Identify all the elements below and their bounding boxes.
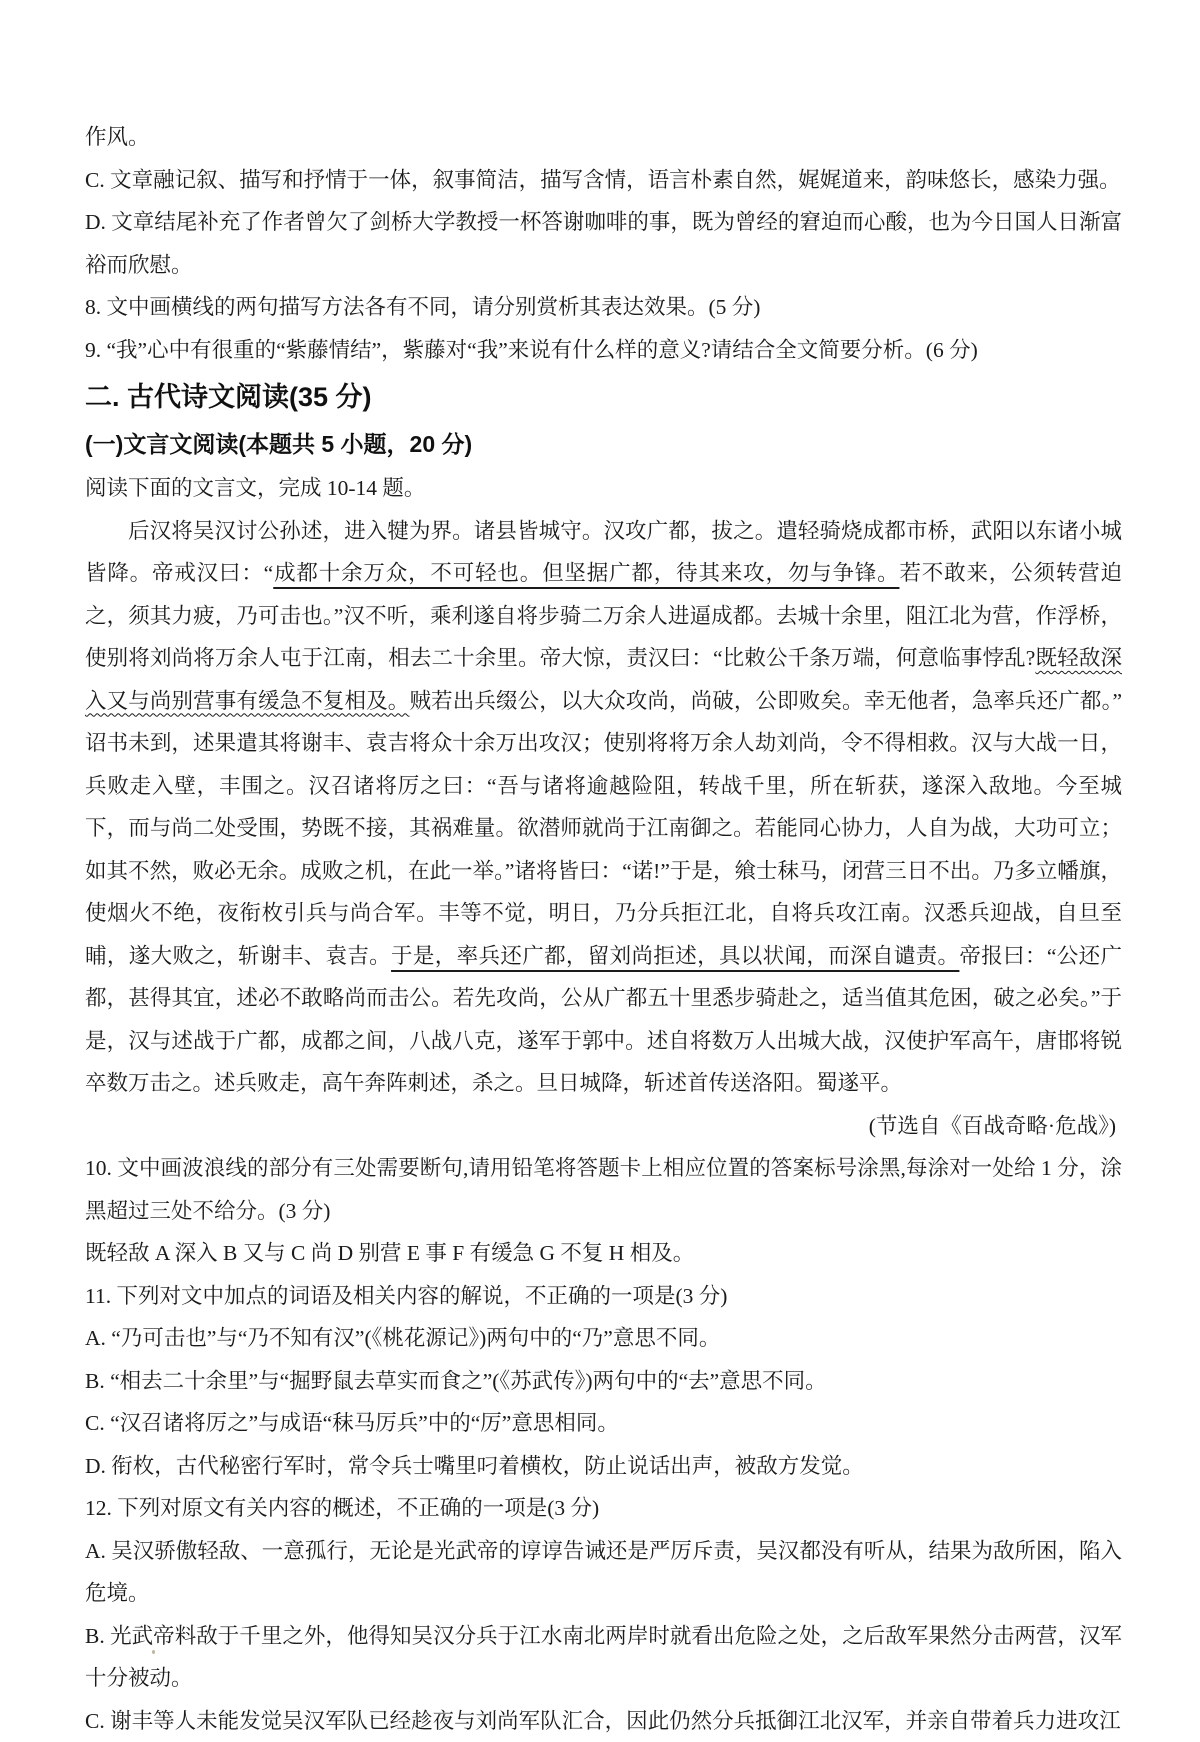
q11-option-c: C. “汉召诸将厉之”与成语“秣马厉兵”中的“厉”意思相同。 <box>85 1402 1122 1445</box>
section-heading: 二. 古代诗文阅读(35 分) <box>85 374 1122 421</box>
passage-intro: 阅读下面的文言文，完成 10-14 题。 <box>85 467 1122 510</box>
question-10-breaking-line: 既轻敌 A 深入 B 又与 C 尚 D 别营 E 事 F 有缓急 G 不复 H 相及。 <box>85 1232 1122 1275</box>
passage-segment: 二十余里。帝大惊，责汉曰：“比敕公千条万端，何意临事悖乱? <box>431 646 1035 670</box>
question-9: 9. “我”心中有很重的“紫藤情结”，紫藤对“我”来说有什么样的意义?请结合全文简要分析。(6 分) <box>85 329 1122 372</box>
passage-segment-wavy: 既轻敌深入又与尚别营事有缓急不复相及。 <box>85 646 1122 713</box>
question-11-stem: 11. 下列对文中加点的词语及相关内容的解说，不正确的一项是(3 分) <box>85 1275 1122 1318</box>
passage-attribution: (节选自《百战奇略·危战》) <box>85 1105 1122 1148</box>
carryover-line: 作风。 <box>85 116 1122 159</box>
option-c-line: C. 文章融记叙、描写和抒情于一体，叙事简洁，描写含情，语言朴素自然，娓娓道来，韵味悠长，感染力强。 <box>85 159 1122 202</box>
q11-option-a: A. “乃可击也”与“乃不知有汉”(《桃花源记》)两句中的“乃”意思不同。 <box>85 1317 1122 1360</box>
page-content <box>85 116 1122 1742</box>
passage-segment: 帝报曰：“公还广都，甚得其宜，述必不敢略尚而击公。若先攻尚，公从广都五十里悉步骑赴之，适当值其危困，破之必矣。”于是，汉与述战于广都，成都之间，八战八克，遂军于郭中。述自将数万人出城大战，汉使护军高午，唐邯将锐卒数万击之。述兵败走，高午奔阵刺述，杀之。旦日城降，斩述首传送洛阳。蜀遂平。 <box>85 944 1122 1096</box>
emphasis-dot-char: 枚 • <box>262 901 284 925</box>
passage-segment: 引兵与尚合军。丰等不觉，明日，乃分兵拒江北，自将兵攻江南。汉悉兵迎战，自旦至晡，遂大败之，斩谢丰、袁吉。 <box>85 901 1122 968</box>
passage-segment: 后汉将吴汉讨公孙述，进入犍为界。诸县皆城守。汉攻广都，拔之。遣轻骑烧成都市桥，武阳以东诸小城皆降。帝戒汉曰：“ <box>85 519 1122 586</box>
q12-option-c: C. 谢丰等人未能发觉吴汉军队已经趁夜与刘尚军队汇合，因此仍然分兵抵御江北汉军，并亲自带着兵力进攻江 <box>85 1700 1122 1742</box>
q11-option-d: D. 衔枚，古代秘密行军时，常令兵士嘴里叼着横枚，防止说话出声，被敌方发觉。 <box>85 1445 1122 1488</box>
question-12-stem: 12. 下列对原文有关内容的概述，不正确的一项是(3 分) <box>85 1487 1122 1530</box>
option-d-line: D. 文章结尾补充了作者曾欠了剑桥大学教授一杯答谢咖啡的事，既为曾经的窘迫而心酸，也为今日国人日渐富裕而欣慰。 <box>85 201 1122 286</box>
passage-text <box>85 510 1122 1105</box>
emphasis-dot-char: 去 • <box>410 646 432 670</box>
emphasis-dot-char: 厉 • <box>398 774 420 798</box>
passage-segment: 若不敢来，公须转营迫之，须其力疲， <box>85 561 1122 628</box>
q12-option-b: B. 光武帝料敌于千里之外，他得知吴汉分兵于江水南北两岸时就看出危险之处，之后敌军果然分击两营，汉军十分被动。 <box>85 1615 1122 1700</box>
passage-segment-underline: 成都十余万众，不可轻也。但坚据广都，待其来攻，勿与争锋。 <box>273 561 899 585</box>
q11-option-b: B. “相去二十余里”与“掘野鼠去草实而食之”(《苏武传》)两句中的“去”意思不同。 <box>85 1360 1122 1403</box>
emphasis-dot-char: 乃 • <box>236 604 258 628</box>
emphasis-dot-char: 衔 • <box>240 901 262 925</box>
question-8: 8. 文中画横线的两句描写方法各有不同，请分别赏析其表达效果。(5 分) <box>85 286 1122 329</box>
passage-segment-underline: 于是，率兵还广都，留刘尚拒述，具以状闻，而深自谴责。 <box>391 944 959 968</box>
question-10-stem: 10. 文中画波浪线的部分有三处需要断句,请用铅笔将答题卡上相应位置的答案标号涂黑,每涂对一处给 1 分，涂黑超过三处不给分。(3 分) <box>85 1147 1122 1232</box>
q12-option-a: A. 吴汉骄傲轻敌、一意孤行，无论是光武帝的谆谆告诫还是严厉斥责，吴汉都没有听从，结果为敌所困，陷入危境。 <box>85 1530 1122 1615</box>
passage-segment: 贼若出兵缀公，以大众攻尚，尚破，公即败矣。幸无他者，急率兵还广都。”诏书未到，述果遣其将谢丰、袁吉将众十余万出攻汉；使别将将万余人劫刘尚，令不得相救。汉与大战一日，兵败走入壁，丰围之。汉召诸将 <box>85 689 1122 798</box>
subsection-heading: (一)文言文阅读(本题共 5 小题，20 分) <box>85 422 1122 466</box>
passage-segment: 可击也。”汉不听，乘利遂自将步骑二万余人进逼成都。去城十余里，阻江北为营，作浮桥，使别将刘尚将万余人屯于江南，相 <box>85 604 1122 671</box>
passage-segment: 之曰：“吾与诸将逾越险阻，转战千里，所在斩获，遂深入敌地。今至城下，而与尚二处受围，势既不接，其祸难量。欲潜师就尚于江南御之。若能同心协力，人自为战，大功可立；如其不然，败必无余。成败之机，在此一举。”诸将皆曰：“诺!”于是，飨士秣马，闭营三日不出。乃多立幡旗，使烟火不绝，夜 <box>85 774 1122 926</box>
stray-mark <box>152 1650 155 1654</box>
